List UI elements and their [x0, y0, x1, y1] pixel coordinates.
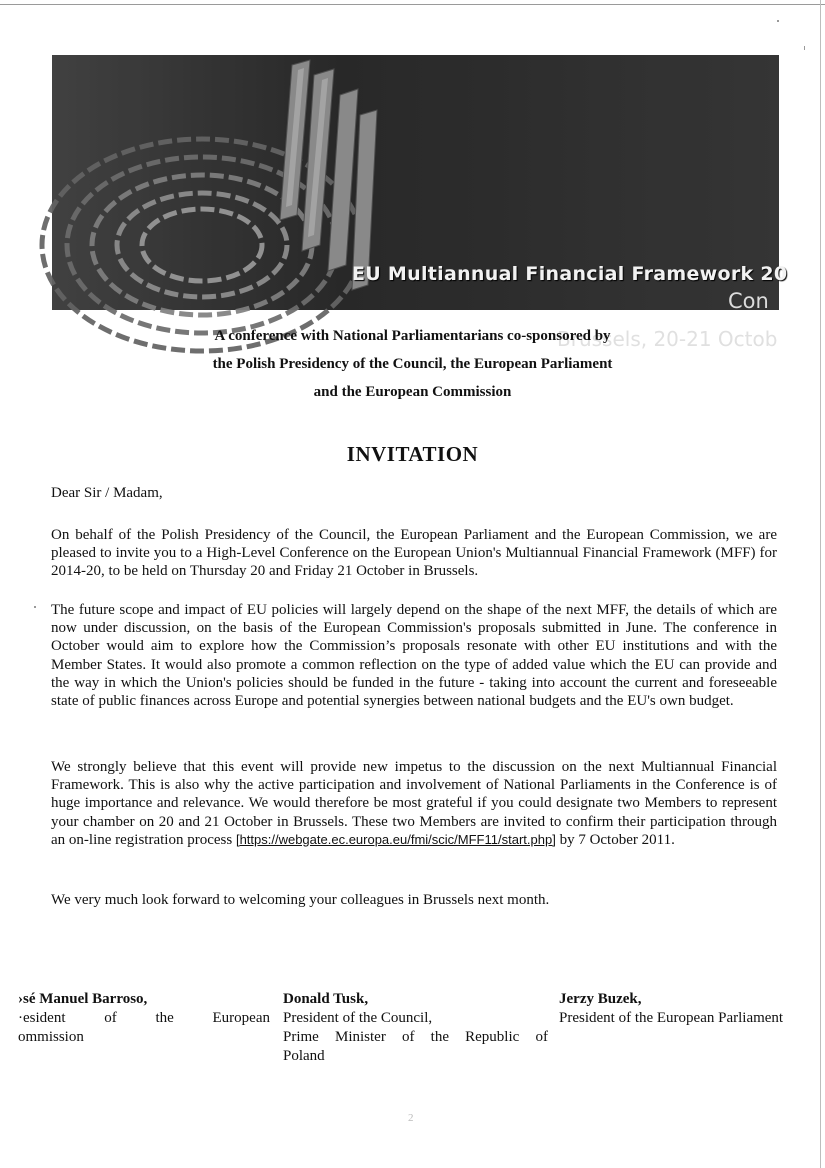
signatory-title-line-1: President of the European Parliament: [559, 1010, 784, 1026]
title-word: ·esident: [18, 1010, 66, 1026]
signatory-title-line-1: President of the Council,: [283, 1010, 433, 1026]
paragraph-3-deadline: by 7 October 2011.: [555, 831, 675, 848]
paragraph-3-text: We strongly believe that this event will provide new impetus to the discussion on the next Multiannual Financial Framework. This is also why the active participation and involvement of National Parliaments in the Conference is of huge importance and relevance. We would therefore be most grateful if you could designate two Members to represent your chamber on 20 and 21 October in Brussels. These two Members are invited to confirm their participation through an on-line registration process: [51, 759, 777, 848]
title-word: Minister: [335, 1029, 386, 1045]
banner-title: EU Multiannual Financial Framework 20: [352, 263, 788, 285]
sponsor-line-2: the Polish Presidency of the Council, the European Parliament: [212, 356, 613, 372]
title-word: European: [212, 1010, 270, 1026]
title-word: Republic: [465, 1029, 520, 1045]
sponsor-line-3: and the European Commission: [313, 384, 512, 400]
signatory-title-line-3: Poland: [283, 1048, 325, 1064]
banner-place-date: Brussels, 20-21 Octob: [557, 327, 778, 351]
title-word: of: [104, 1010, 117, 1026]
scan-speck: [804, 46, 805, 50]
signatory-buzek: [559, 990, 819, 1028]
scan-speck: [777, 20, 779, 22]
banner-subtitle: Con: [728, 289, 769, 313]
paragraph-1: On behalf of the Polish Presidency of the Council, the European Parliament and the European Commission, we are pleased to invite you to a High-Level Conference on the European Union's Multiannual Financial Framework (MFF) for 2014-20, to be held on Thursday 20 and Friday 21 October in Brussels.: [51, 527, 777, 580]
title-word: the: [155, 1010, 174, 1026]
paragraph-4: We very much look forward to welcoming your colleagues in Brussels next month.: [51, 892, 550, 908]
title-word: Prime: [283, 1029, 319, 1045]
signatory-name: Jerzy Buzek,: [559, 991, 642, 1007]
signatory-barroso: [18, 990, 270, 1047]
signatory-name: ›sé Manuel Barroso,: [18, 991, 148, 1007]
scan-speck: [34, 606, 36, 608]
page-number: 2: [408, 1112, 414, 1124]
salutation: Dear Sir / Madam,: [51, 485, 163, 501]
signatory-title-line: [18, 1009, 270, 1028]
registration-link[interactable]: [https://webgate.ec.europa.eu/fmi/scic/MFF11/start.php]: [235, 831, 556, 847]
title-word: of: [535, 1029, 548, 1045]
paragraph-3: [51, 758, 777, 849]
signatory-title-line-2: ommission: [18, 1029, 84, 1045]
title-word: the: [430, 1029, 449, 1045]
page-edge-right: [820, 0, 821, 1168]
page-edge-top: [0, 4, 825, 5]
paragraph-2: The future scope and impact of EU policies will largely depend on the shape of the next MFF, the details of which are now under discussion, on the basis of the European Commission's proposals submitted in June. The conference in October would aim to explore how the Commission’s proposals resonate with other EU institutions and with the Member States. It would also promote a common reflection on the type of added value which the EU can provide and the way in which the Union's policies should be funded in the future - taking into account the current and foreseeable state of public finances across Europe and potential synergies between national budgets and the EU's own budget.: [51, 602, 777, 710]
title-word: of: [402, 1029, 415, 1045]
signatory-name: Donald Tusk,: [283, 991, 369, 1007]
signatory-tusk: [283, 990, 548, 1066]
signatory-title-line-2: [283, 1028, 548, 1047]
sponsor-line-1: A conference with National Parliamentarians co-sponsored by: [214, 328, 611, 344]
invitation-heading: INVITATION: [346, 442, 479, 466]
